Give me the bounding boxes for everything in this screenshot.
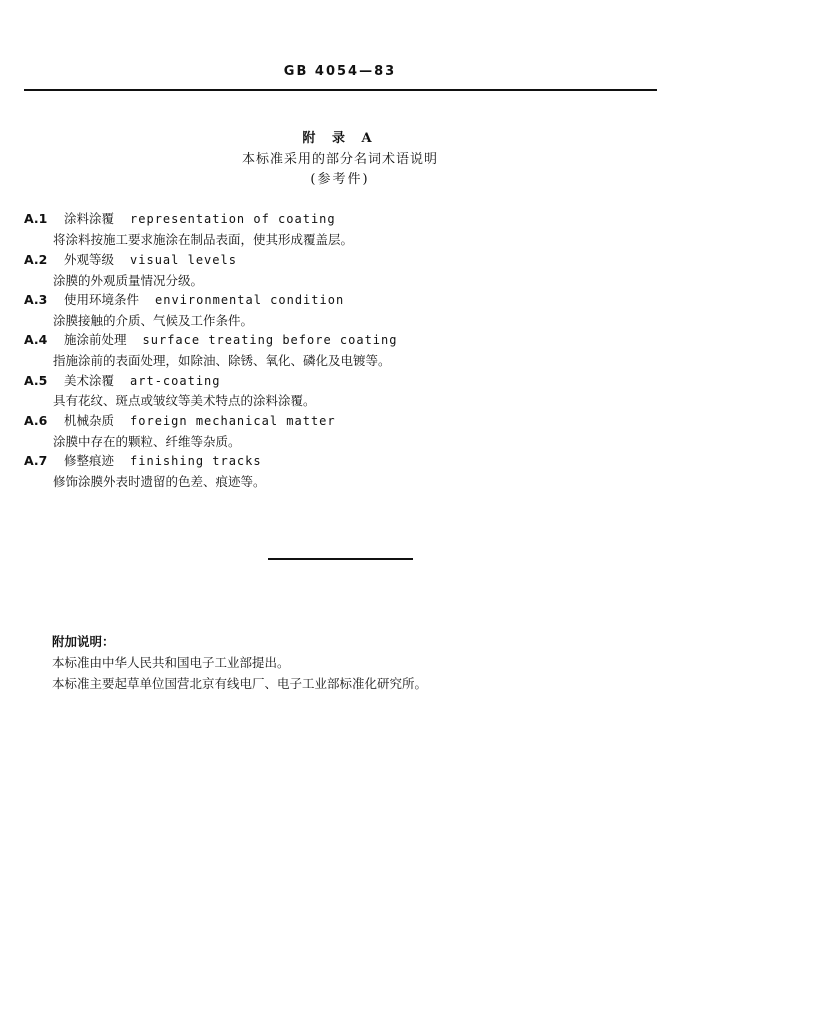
appendix-subtitle: 本标准采用的部分名词术语说明 [241,152,438,167]
entry-term-english: art-coating [130,374,221,388]
appendix-note: (参考件) [310,172,370,187]
entry-term-english: visual levels [130,253,237,267]
entry-term [24,330,397,348]
end-of-appendix-rule [268,558,413,560]
entry-definition: 将涂料按施工要求施涂在制品表面，使其形成覆盖层。 [53,232,354,247]
entry-term [24,411,336,429]
entry-term [24,250,237,268]
page-header-code: GB 4054—83 [283,64,397,79]
entry-term [24,451,262,469]
entry-term-english: foreign mechanical matter [130,414,336,428]
entry-term-chinese: 美术涂覆 [64,373,115,388]
entry-number: A.4 [24,332,48,347]
entry-definition: 修饰涂膜外表时遗留的色差、痕迹等。 [53,474,266,489]
entry-term [24,290,344,308]
entry-term-chinese: 使用环境条件 [64,292,140,307]
additional-notes-title: 附加说明： [52,634,115,649]
entry-number: A.7 [24,453,48,468]
entry-term [24,371,221,389]
entry-number: A.6 [24,413,48,428]
additional-notes-line: 本标准主要起草单位国营北京有线电厂、电子工业部标准化研究所。 [52,676,428,691]
entry-definition: 指施涂前的表面处理，如除油、除锈、氧化、磷化及电镀等。 [53,353,391,368]
entry-number: A.2 [24,252,48,267]
entry-term-english: representation of coating [130,212,336,226]
entry-definition: 涂膜中存在的颗粒、纤维等杂质。 [53,434,241,449]
header-rule [24,89,657,91]
entry-number: A.1 [24,211,48,226]
entry-definition: 具有花纹、斑点或皱纹等美术特点的涂料涂覆。 [53,393,316,408]
entry-term-chinese: 外观等级 [64,252,115,267]
entry-number: A.5 [24,373,48,388]
entry-definition: 涂膜的外观质量情况分级。 [53,273,204,288]
entry-term-chinese: 机械杂质 [64,413,115,428]
entry-term-chinese: 涂料涂覆 [64,211,115,226]
entry-term-chinese: 修整痕迹 [64,453,115,468]
entry-term-english: finishing tracks [130,454,262,468]
additional-notes-line: 本标准由中华人民共和国电子工业部提出。 [52,655,290,670]
entry-term [24,209,336,227]
entry-number: A.3 [24,292,48,307]
appendix-title: 附 录 A [302,131,378,146]
entry-term-english: environmental condition [155,293,345,307]
entry-term-chinese: 施涂前处理 [64,332,127,347]
entry-term-english: surface treating before coating [142,333,398,347]
entry-definition: 涂膜接触的介质、气候及工作条件。 [53,313,254,328]
